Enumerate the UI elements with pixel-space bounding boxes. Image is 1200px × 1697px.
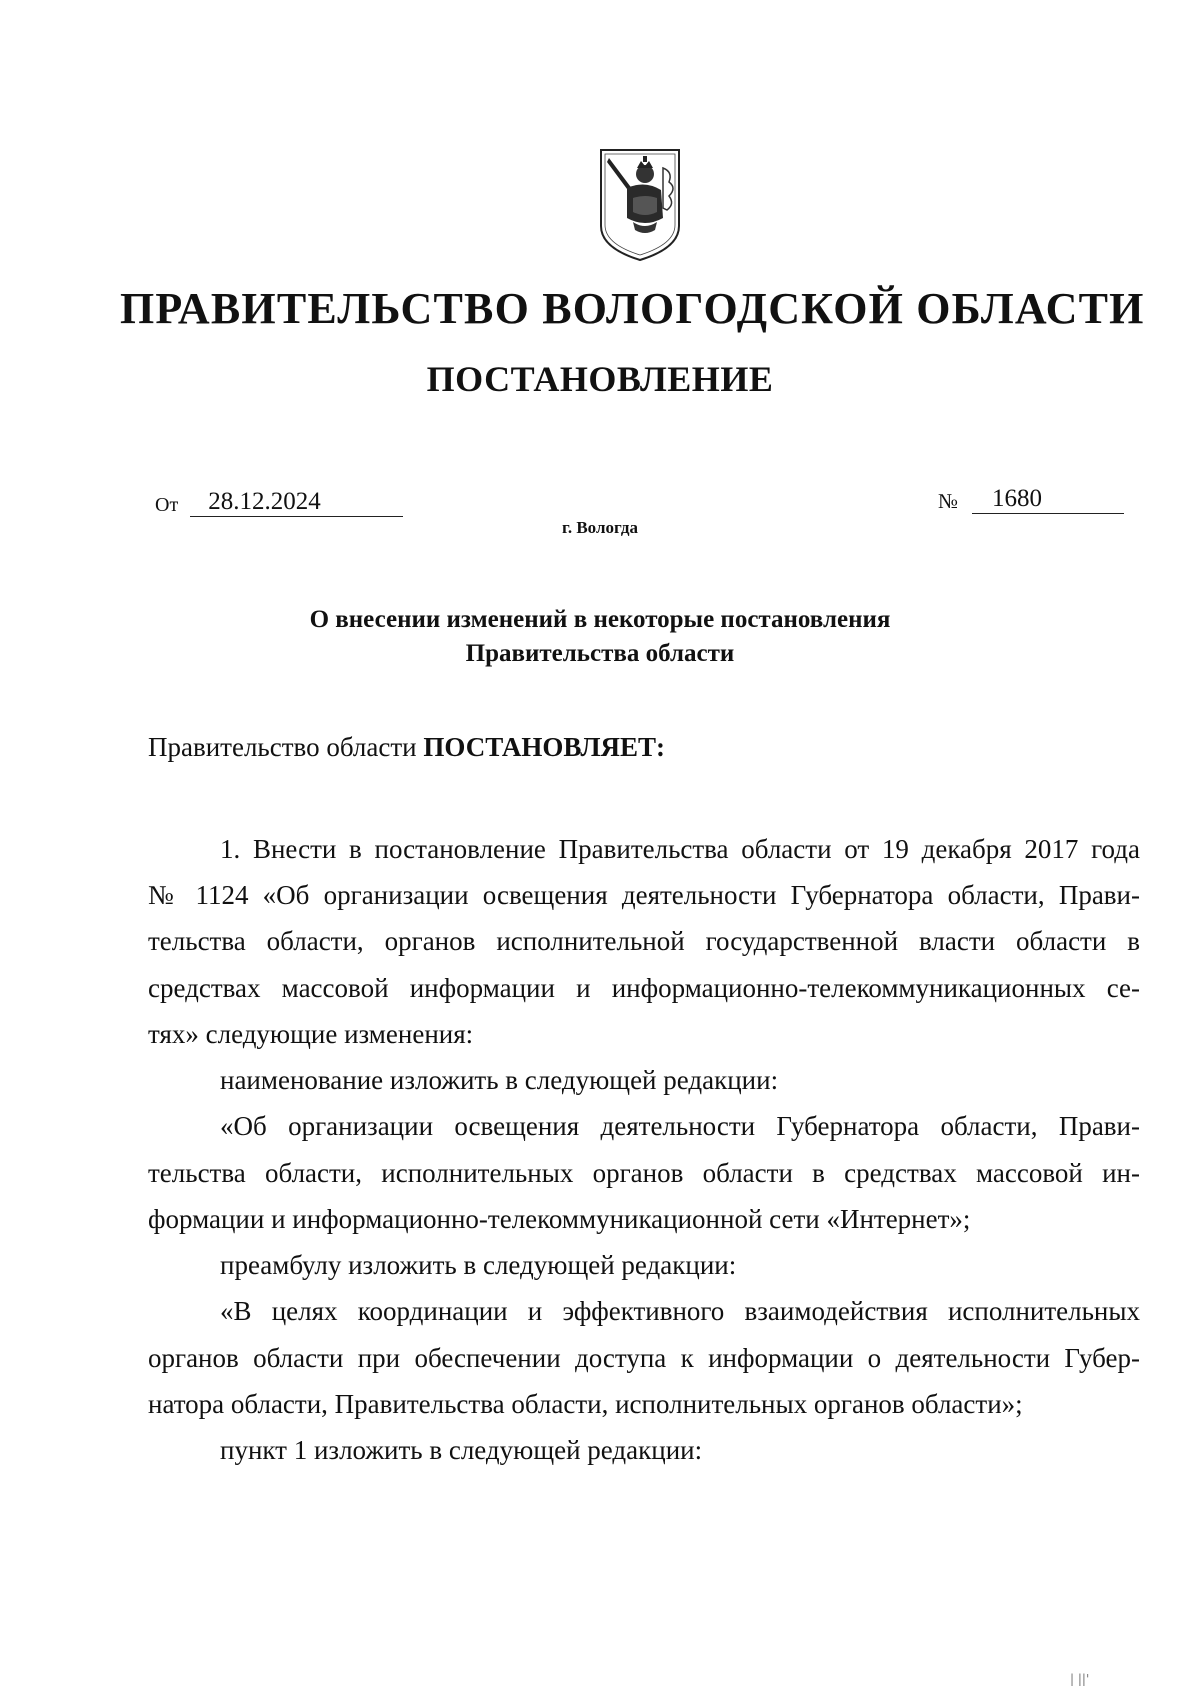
decree-lead: Правительство области <box>148 732 424 762</box>
number-prefix: № <box>938 489 959 513</box>
city-label: г. Вологда <box>562 518 638 537</box>
subject-line: О внесении изменений в некоторые постановления <box>309 606 891 633</box>
date-field <box>155 488 403 517</box>
document-type-title: ПОСТАНОВЛЕНИЕ <box>426 359 774 399</box>
vologda-coat-of-arms-icon <box>597 148 683 262</box>
organization-title: ПРАВИТЕЛЬСТВО ВОЛОГОДСКОЙ ОБЛАСТИ <box>120 284 1145 333</box>
body-line: «В целях координации и эффективного взаимодействия исполнительных <box>220 1296 1140 1326</box>
body-line: «Об организации освещения деятельности Губернатора области, Прави- <box>220 1111 1140 1141</box>
date-prefix: От <box>155 494 179 516</box>
number-field <box>938 485 1124 514</box>
scan-mark: | ||' <box>1070 1672 1090 1686</box>
date-value: 28.12.2024 <box>190 488 403 517</box>
body-line: средствах массовой информации и информационно-телекоммуникационных се- <box>148 973 1140 1003</box>
body-line: формации и информационно-телекоммуникационной сети «Интернет»; <box>148 1204 971 1234</box>
body-line: натора области, Правительства области, исполнительных органов области»; <box>148 1389 1023 1419</box>
body-line: тельства области, исполнительных органов области в средствах массовой ин- <box>148 1158 1140 1188</box>
decree-verb: ПОСТАНОВЛЯЕТ: <box>423 732 665 762</box>
body-line: тях» следующие изменения: <box>148 1019 474 1049</box>
body-line: пункт 1 изложить в следующей редакции: <box>220 1435 703 1465</box>
body-line: преамбулу изложить в следующей редакции: <box>220 1250 737 1280</box>
body-line: 1. Внести в постановление Правительства области от 19 декабря 2017 года <box>220 834 1140 864</box>
body-line: № 1124 «Об организации освещения деятельности Губернатора области, Прави- <box>148 880 1140 910</box>
subject-line: Правительства области <box>465 640 735 667</box>
number-value: 1680 <box>972 485 1124 514</box>
body-line: органов области при обеспечении доступа к информации о деятельности Губер- <box>148 1343 1140 1373</box>
document-subject <box>150 603 1050 671</box>
body-line: наименование изложить в следующей редакции: <box>220 1065 779 1095</box>
decree-statement <box>148 732 665 763</box>
body-line: тельства области, органов исполнительной государственной власти области в <box>148 926 1140 956</box>
